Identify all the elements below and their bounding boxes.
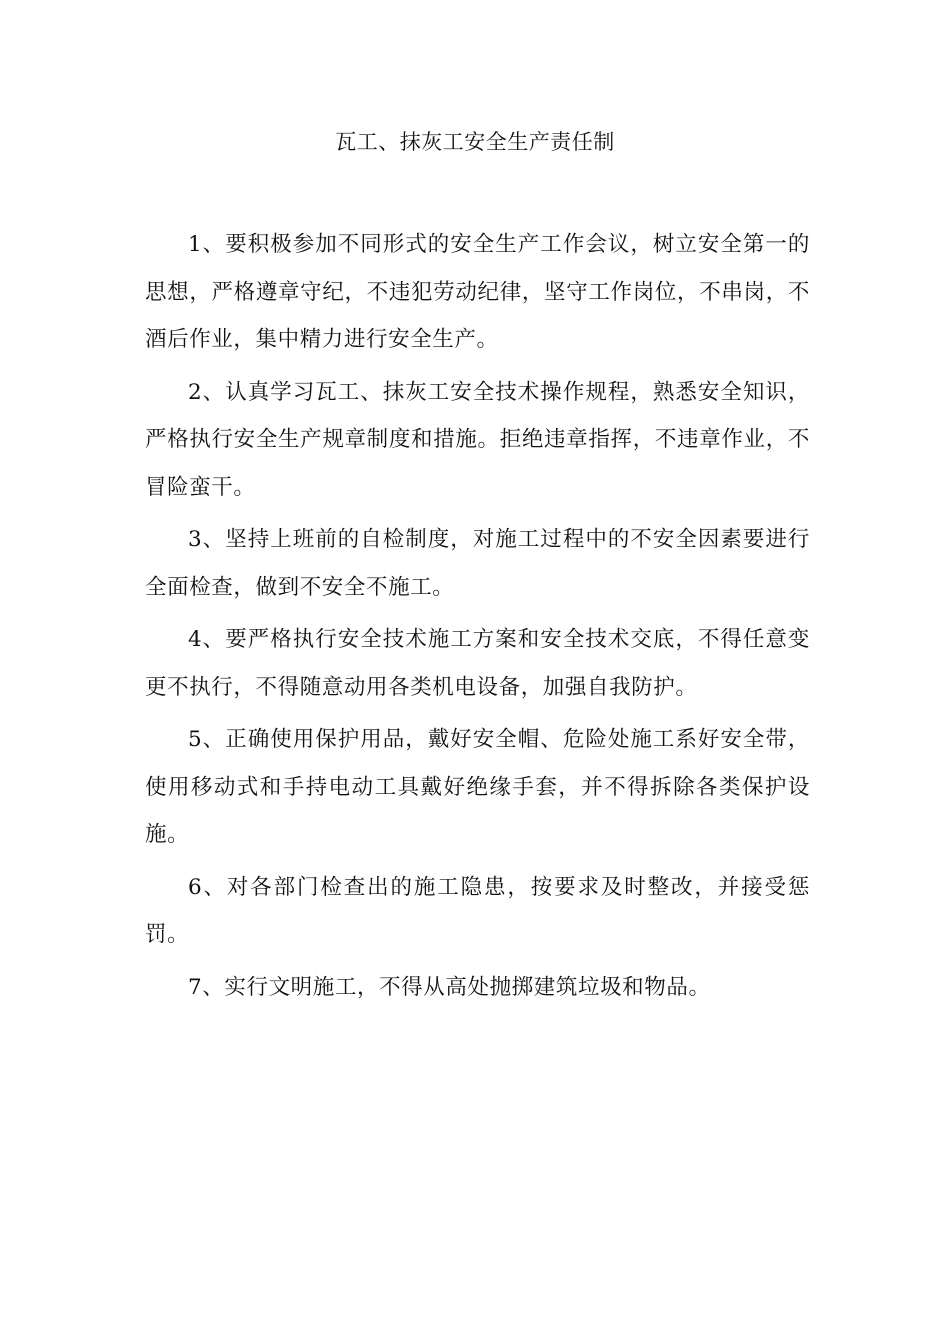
clause-1: 1、要积极参加不同形式的安全生产工作会议，树立安全第一的思想，严格遵章守纪，不违犯劳动纪律，坚守工作岗位，不串岗，不酒后作业，集中精力进行安全生产。 (145, 232, 810, 352)
document-body (145, 221, 810, 1016)
clause-3: 3、坚持上班前的自检制度，对施工过程中的不安全因素要进行全面检查，做到不安全不施工。 (145, 527, 810, 600)
clause-7: 7、实行文明施工，不得从高处抛掷建筑垃圾和物品。 (188, 974, 711, 1000)
clause-2: 2、认真学习瓦工、抹灰工安全技术操作规程，熟悉安全知识，严格执行安全生产规章制度和措施。拒绝违章指挥，不违章作业，不冒险蛮干。 (145, 379, 810, 500)
document-title: 瓦工、抹灰工安全生产责任制 (335, 130, 615, 154)
clause-6: 6、对各部门检查出的施工隐患，按要求及时整改，并接受惩罚。 (145, 874, 810, 947)
clause-4: 4、要严格执行安全技术施工方案和安全技术交底，不得任意变更不执行，不得随意动用各类机电设备，加强自我防护。 (145, 627, 810, 700)
clause-5: 5、正确使用保护用品，戴好安全帽、危险处施工系好安全带，使用移动式和手持电动工具戴好绝缘手套，并不得拆除各类保护设施。 (145, 727, 810, 847)
